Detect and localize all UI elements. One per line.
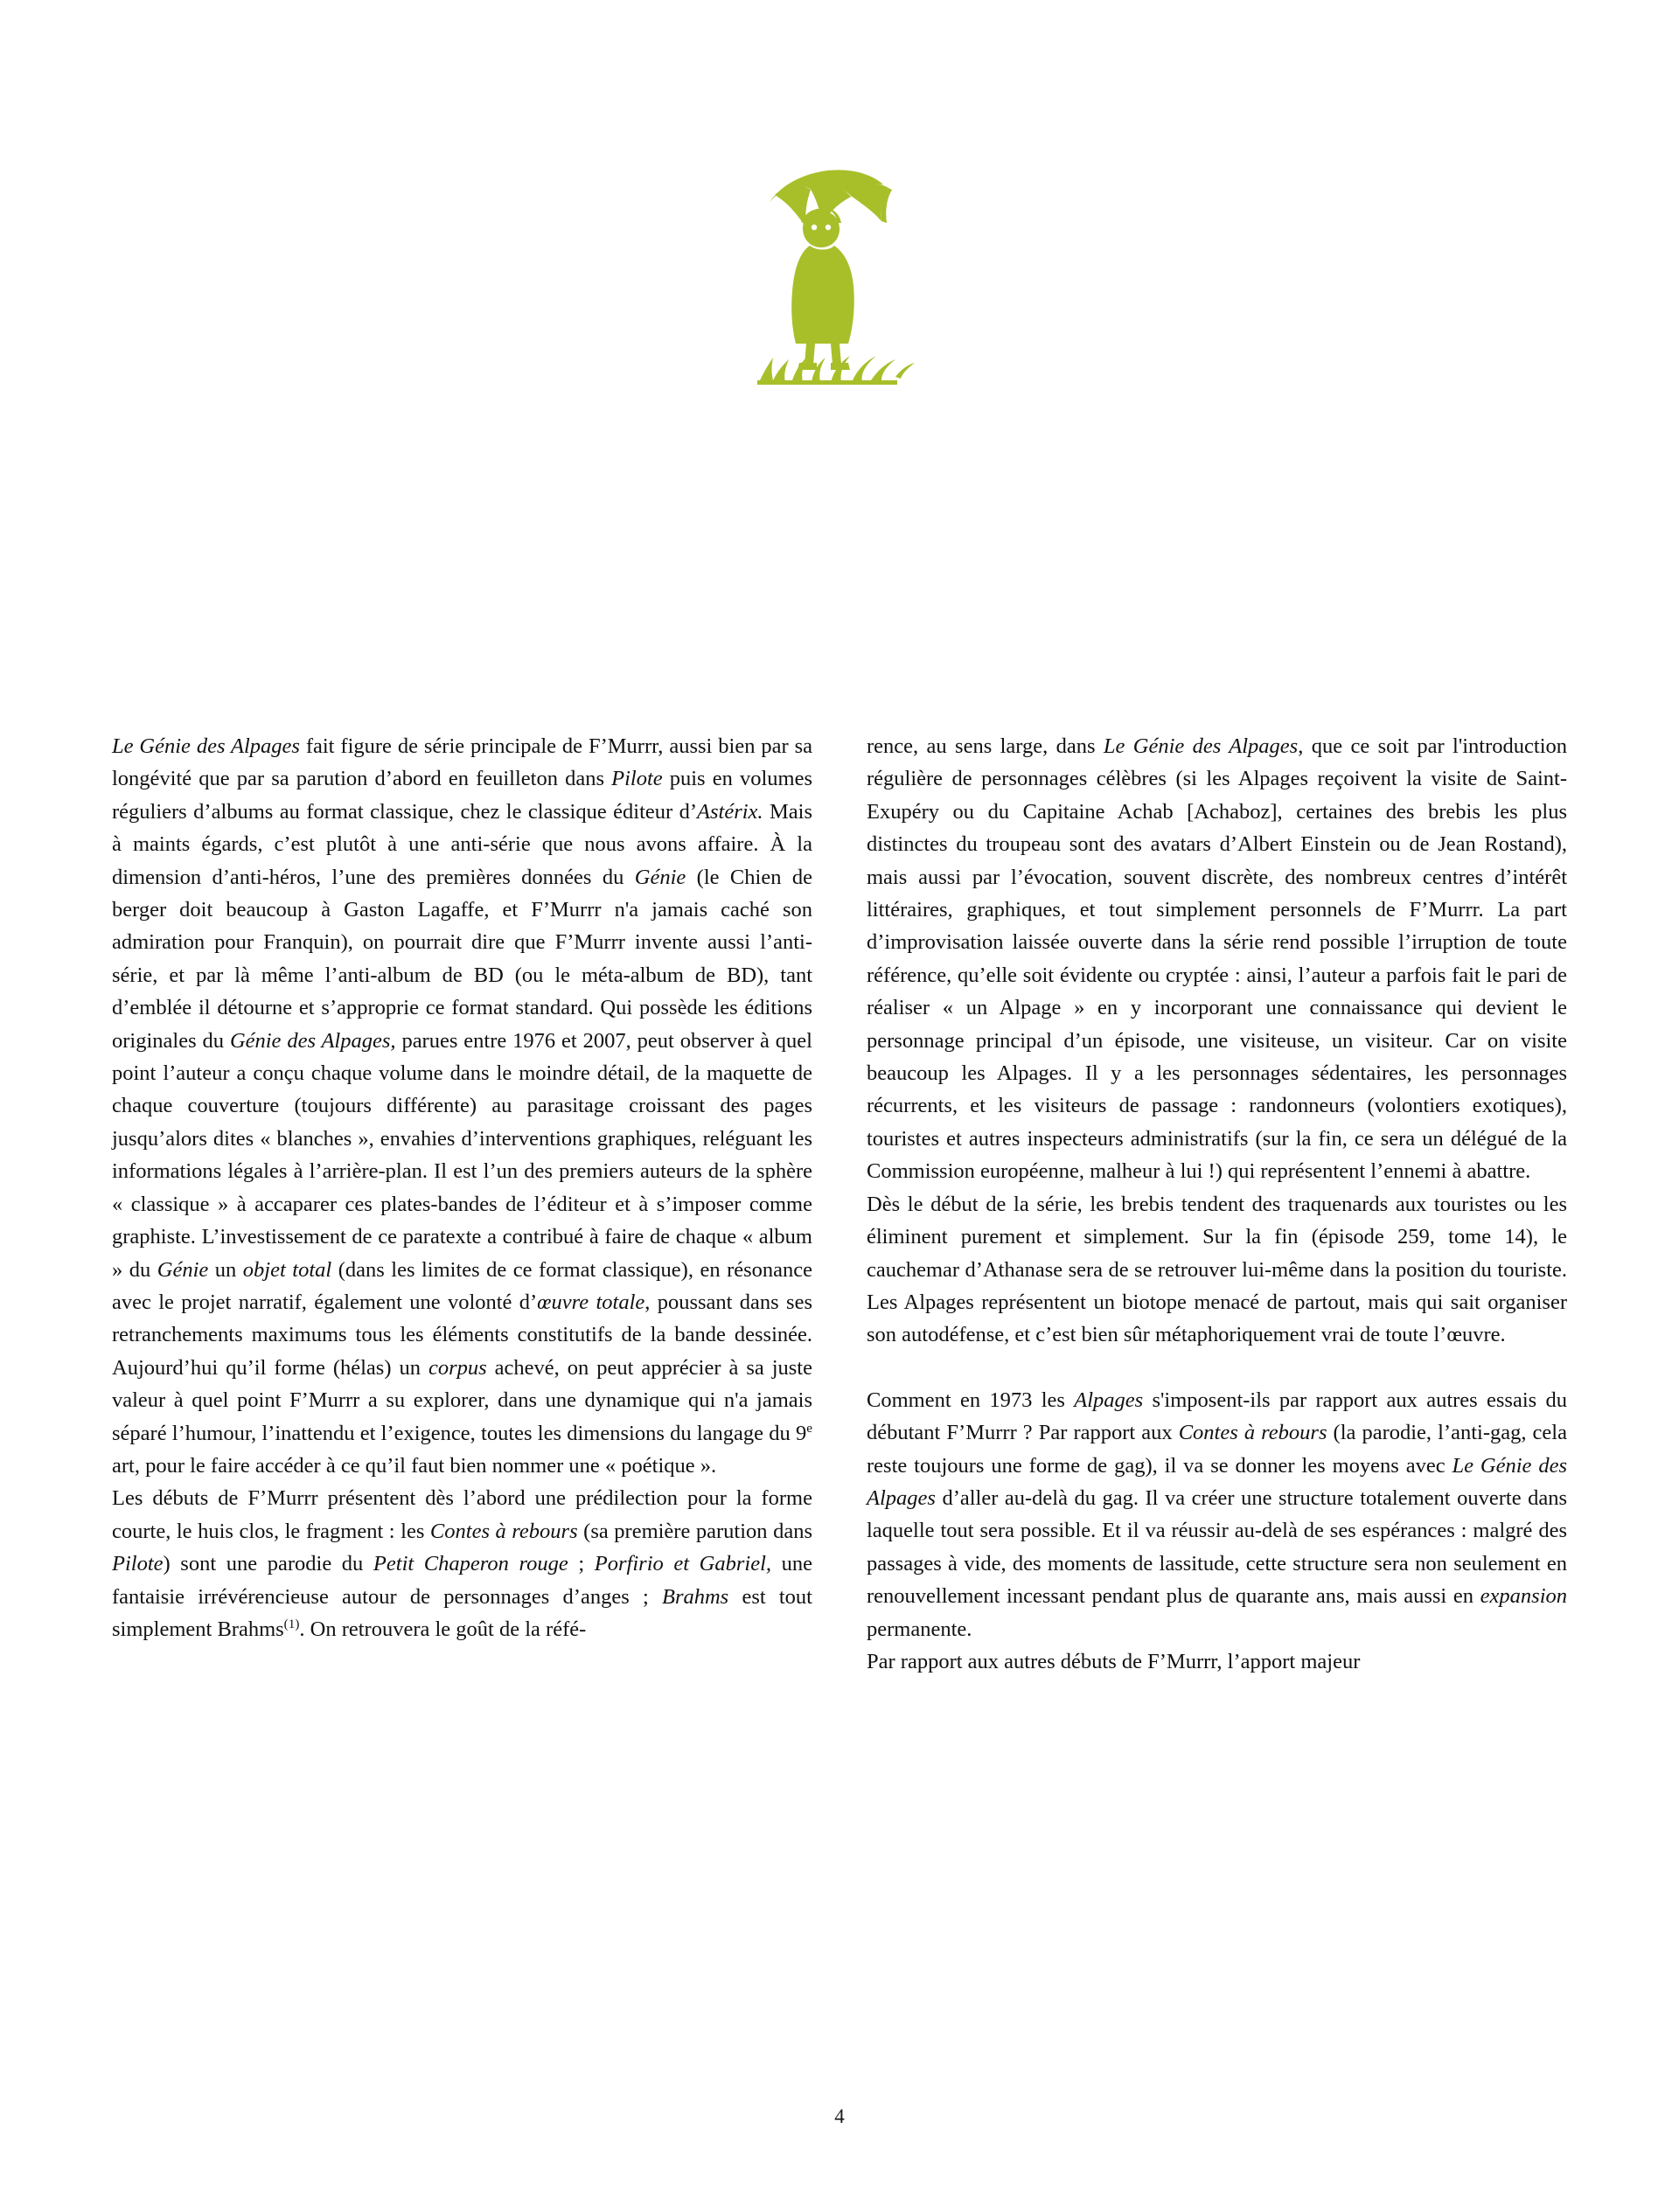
text-run: un bbox=[208, 1257, 243, 1282]
paragraph bbox=[867, 1645, 1567, 1678]
text-run: art, pour le faire accéder à ce qu’il faut bien nommer une « poétique ». bbox=[112, 1453, 717, 1478]
italic-run: Génie bbox=[634, 865, 686, 889]
paragraph bbox=[112, 730, 812, 1482]
italic-run: Génie des Alpages, bbox=[229, 1028, 396, 1053]
shepherd-with-umbrella-drawing bbox=[708, 144, 971, 407]
text-run: parues entre 1976 et 2007, peut observer à quel point l’auteur a conçu chaque volume dans le moindre détail, de la maquette de chaque couverture (toujours différente) au parasitage croissant des pages jusqu’alors dites « blanches », envahies d’interventions graphiques, reléguant les informations légales à l’arrière-plan. Il est l’un des premiers auteurs de la sphère « classique » à accaparer ces plates-bandes de l’éditeur et à s’imposer comme graphiste. L’investissement de ce paratexte a contribué à faire de chaque « album » du bbox=[112, 1028, 812, 1282]
text-run: fait figure de série principale de F’Murrr, aussi bien par sa longévité que par sa parution d’abord en feuilleton dans bbox=[112, 734, 812, 791]
paragraph bbox=[867, 730, 1567, 1188]
body-text-columns bbox=[112, 730, 1567, 1678]
italic-run: Alpages bbox=[1074, 1388, 1144, 1412]
text-run: achevé, on peut apprécier à sa juste valeur à quel point F’Murrr a su explorer, dans une dynamique qui n'a jamais séparé l’humour, l’inattendu et l’exigence, toutes les dimensions du langage du 9 bbox=[112, 1355, 812, 1445]
text-run: Par rapport aux autres débuts de F’Murrr, l’apport majeur bbox=[867, 1649, 1361, 1673]
paragraph bbox=[867, 1384, 1567, 1645]
text-run: ) sont une parodie du bbox=[163, 1552, 373, 1576]
text-run: (le Chien de berger doit beaucoup à Gaston Lagaffe, et F’Murrr n'a jamais caché son admiration pour Franquin), on pourrait dire que F’Murrr invente aussi l’anti-série, et par là même l’anti-album de BD (ou le méta-album de BD), tant d’emblée il détourne et s’approprie ce format standard. Qui possède les éditions originales du bbox=[112, 865, 812, 1053]
text-run: , poussant dans ses retranchements maximums tous les éléments constitutifs de la bande dessinée. Aujourd’hui qu’il forme (hélas) un bbox=[112, 1290, 812, 1380]
superscript-run: e bbox=[806, 1420, 812, 1436]
text-run: . On retrouvera le goût de la réfé- bbox=[299, 1617, 587, 1641]
text-run: d’aller au-delà du gag. Il va créer une structure totalement ouverte dans laquelle tout sera possible. Et il va réussir au-delà de ses espérances : malgré des passages à vide, des moments de lassitude, cette structure sera non seulement en renouvellement incessant pendant plus de quarante ans, mais aussi en bbox=[867, 1485, 1567, 1609]
left-text-column bbox=[112, 730, 812, 1678]
italic-run: Pilote bbox=[611, 767, 663, 791]
italic-run: Astérix. bbox=[697, 799, 763, 824]
italic-run: œuvre totale bbox=[537, 1290, 645, 1314]
italic-run: Pilote bbox=[112, 1552, 164, 1576]
italic-run: Contes à rebours bbox=[429, 1519, 578, 1543]
superscript-run: (1) bbox=[283, 1616, 300, 1631]
italic-run: Génie bbox=[157, 1257, 209, 1282]
italic-run: Le Génie des Alpages bbox=[1103, 734, 1299, 758]
text-run: rence, au sens large, dans bbox=[867, 734, 1104, 758]
italic-run: objet total bbox=[242, 1257, 332, 1282]
text-run: une fantaisie irrévérencieuse autour de personnages d’anges ; bbox=[112, 1552, 813, 1609]
page-number: 4 bbox=[834, 2105, 845, 2127]
italic-run: expansion bbox=[1480, 1584, 1567, 1609]
text-run: ; bbox=[568, 1552, 595, 1576]
right-text-column bbox=[867, 730, 1567, 1678]
italic-run: Brahms bbox=[661, 1584, 729, 1609]
text-run: (la parodie, l’anti-gag, cela reste toujours une forme de gag), il va se donner les moyens avec bbox=[867, 1421, 1567, 1478]
text-run: Mais à maints égards, c’est plutôt à une anti-série que nous avons affaire. À la dimension d’anti-héros, l’une des premières données du bbox=[112, 799, 813, 889]
text-run: est tout simplement Brahms bbox=[112, 1584, 812, 1641]
text-run: s'imposent-ils par rapport aux autres essais du débutant F’Murrr ? Par rapport aux bbox=[867, 1388, 1567, 1445]
illustration-container bbox=[0, 131, 1679, 420]
text-run: permanente. bbox=[867, 1617, 972, 1641]
italic-run: Contes à rebours bbox=[1178, 1421, 1327, 1445]
text-run: , que ce soit par l'introduction régulière de personnages célèbres (si les Alpages reçoivent la visite de Saint-Exupéry ou du Capitaine Achab [Achaboz], certaines des brebis les plus distinctes du troupeau sont des avatars d’Albert Einstein ou de Jean Rostand), mais aussi par l’évocation, souvent discrète, des nombreux centres d’intérêt littéraires, graphiques, et tout simplement personnels de F’Murrr. La part d’improvisation laissée ouverte dans la série rend possible l’irruption de toute référence, qu’elle soit évidente ou cryptée : ainsi, l’auteur a parfois fait le pari de réaliser « un Alpage » en y incorporant une connaissance qui devient le personnage principal d’un épisode, une visiteuse, un visiteur. Car on visite beaucoup les Alpages. Il y a les personnages sédentaires, les personnages récurrents, et les visiteurs de passage : randonneurs (volontiers exotiques), touristes et autres inspecteurs administratifs (sur la fin, ce sera un délégué de la Commission européenne, malheur à lui !) qui représentent l’ennemi à abattre. bbox=[867, 734, 1567, 1184]
text-run: Comment en 1973 les bbox=[867, 1388, 1075, 1412]
italic-run: Le Génie des Alpages bbox=[867, 1453, 1567, 1510]
text-run: Les débuts de F’Murrr présentent dès l’abord une prédilection pour la forme courte, le huis clos, le fragment : les bbox=[112, 1486, 812, 1543]
italic-run: Le Génie des Alpages bbox=[112, 734, 300, 758]
text-run: (dans les limites de ce format classique), en résonance avec le projet narratif, également une volonté d’ bbox=[112, 1257, 813, 1314]
text-run: Dès le début de la série, les brebis tendent des traquenards aux touristes ou les éliminent purement et simplement. Sur la fin (épisode 259, tome 14), le cauchemar d’Athanase sera de se retrouver lui-même dans la position du touriste. Les Alpages représentent un biotope menacé de partout, mais qui sait organiser son autodéfense, et c’est bien sûr métaphoriquement vrai de toute l’œuvre. bbox=[867, 1192, 1567, 1347]
italic-run: Petit Chaperon rouge bbox=[373, 1552, 568, 1576]
paragraph bbox=[867, 1188, 1567, 1352]
italic-run: Porfirio et Gabriel, bbox=[594, 1552, 772, 1576]
italic-run: corpus bbox=[428, 1355, 487, 1380]
text-run: (sa première parution dans bbox=[577, 1519, 812, 1543]
text-run: puis en volumes réguliers d’albums au format classique, chez le classique éditeur d’ bbox=[112, 767, 812, 824]
paragraph bbox=[112, 1482, 812, 1645]
